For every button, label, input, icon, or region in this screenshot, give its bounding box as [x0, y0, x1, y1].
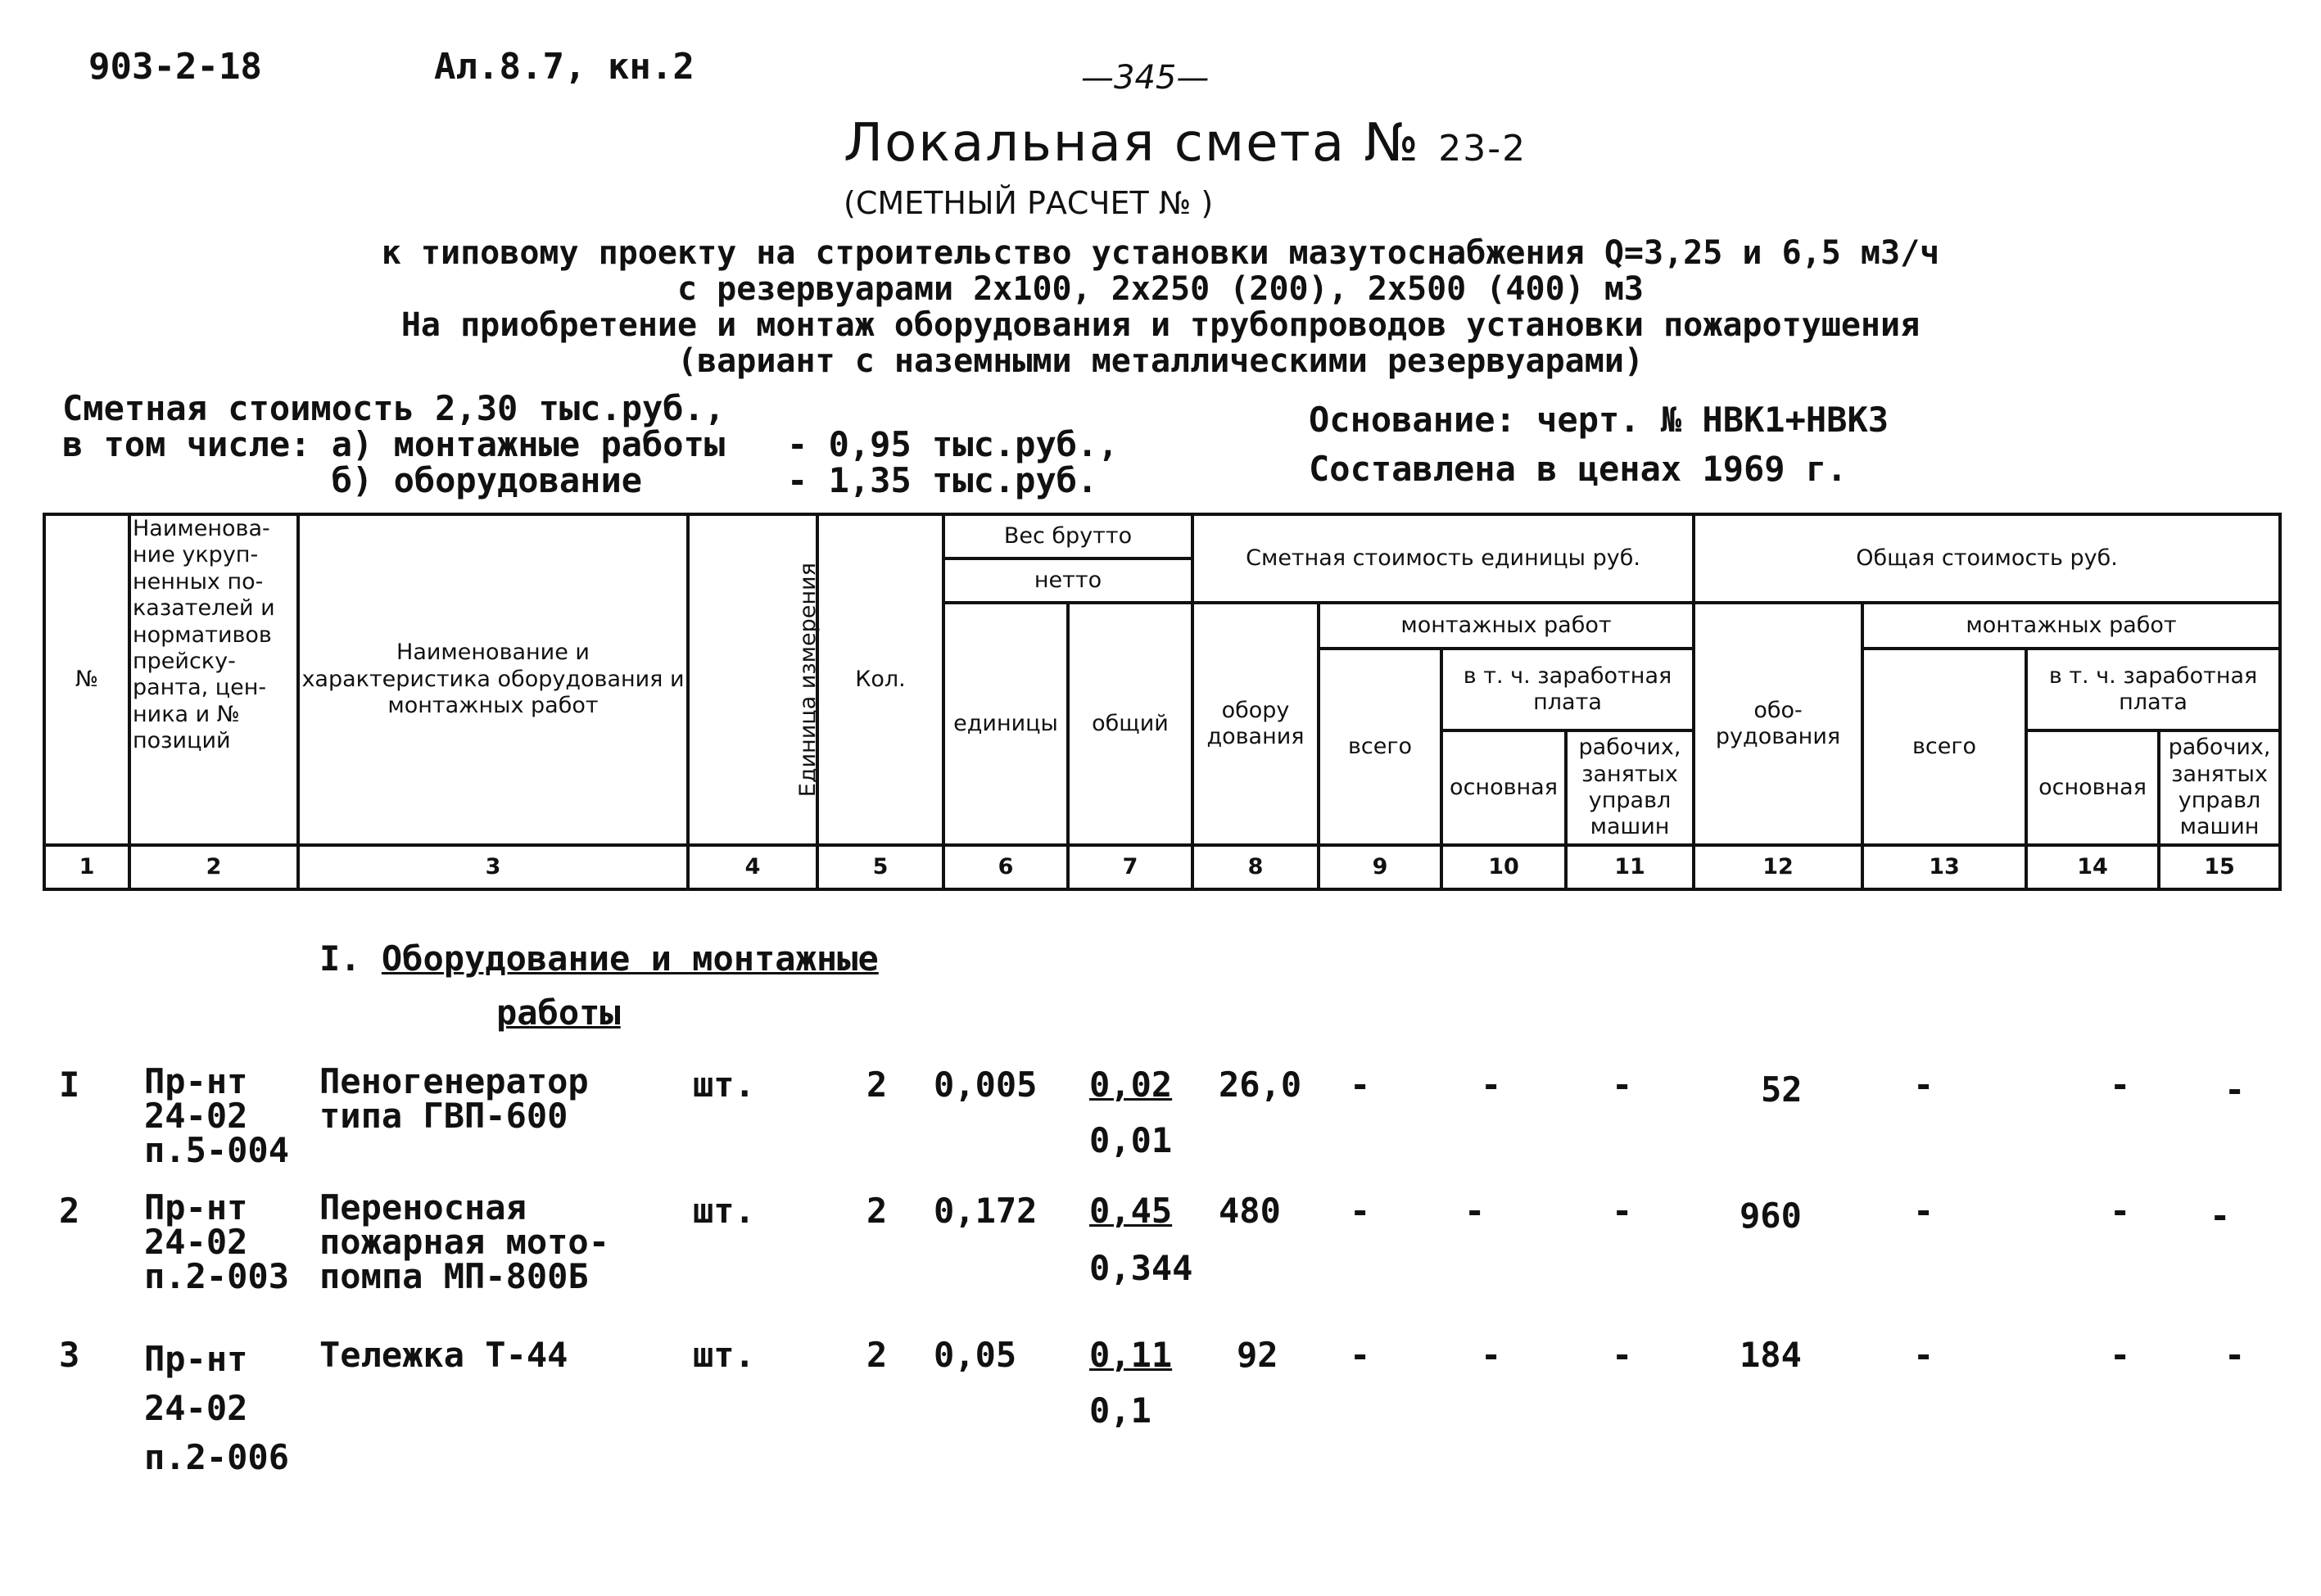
- row-qty: 2: [866, 1065, 888, 1105]
- row-c15: -: [2224, 1335, 2246, 1375]
- col-number: 10: [1441, 845, 1566, 889]
- row-no: I: [59, 1065, 80, 1105]
- col-12-header: обо-рудования: [1694, 603, 1862, 845]
- title-line-4: (вариант с наземными металлическими резервуарами): [676, 342, 1645, 380]
- row-total-equip: 52: [1761, 1069, 1803, 1110]
- row-c9: -: [1350, 1065, 1371, 1105]
- row-no: 3: [59, 1335, 80, 1375]
- name-line: Пеногенератор: [319, 1061, 589, 1101]
- section-number: I.: [319, 938, 361, 979]
- row-c11: -: [1612, 1191, 1633, 1231]
- wages2-header: в т. ч. заработная плата: [2026, 649, 2280, 730]
- weight-net-header: нетто: [943, 558, 1192, 603]
- col-11-header: рабочих, занятых управл машин: [1566, 730, 1694, 845]
- row-name: [319, 1187, 610, 1296]
- row-no: 2: [59, 1191, 80, 1231]
- row-qty: 2: [866, 1335, 888, 1375]
- estimate-table-header: [43, 513, 2282, 891]
- project-code: 903-2-18: [88, 46, 262, 88]
- row-c10: -: [1481, 1065, 1502, 1105]
- name-line: пожарная мото-: [319, 1222, 610, 1262]
- section-title-line1: Оборудование и монтажные: [381, 938, 879, 979]
- col-number: 13: [1862, 845, 2026, 889]
- row-c9: -: [1350, 1191, 1371, 1231]
- name-line: Переносная: [319, 1187, 527, 1228]
- col-3-header: Наименование и характеристика оборудования и монтажных работ: [298, 514, 688, 845]
- col-number: 5: [817, 845, 943, 889]
- col-6-header: единицы: [943, 603, 1068, 845]
- row-c14: -: [2110, 1335, 2131, 1375]
- ref-line: 24-02: [144, 1388, 248, 1428]
- col-14-header: основная: [2026, 730, 2159, 845]
- cost-mounting: в том числе: а) монтажные работы - 0,95 тыс.руб.,: [62, 424, 1119, 464]
- row-c10: -: [1481, 1335, 1502, 1375]
- row-c11: -: [1612, 1335, 1633, 1375]
- col-number: 12: [1694, 845, 1862, 889]
- col-13-header: всего: [1862, 649, 2026, 845]
- row-ref: [144, 1335, 289, 1482]
- ref-line: п.5-004: [144, 1130, 290, 1170]
- row-weight-total: 0,02: [1089, 1065, 1173, 1105]
- row-unit: шт.: [693, 1335, 755, 1375]
- row-weight-unit: 0,05: [934, 1335, 1017, 1375]
- row-c13: -: [1913, 1065, 1934, 1105]
- row-c15: -: [2224, 1069, 2246, 1110]
- name-line: типа ГВП-600: [319, 1096, 568, 1136]
- col-7-header: общий: [1068, 603, 1192, 845]
- row-equip-cost: 480: [1219, 1191, 1281, 1231]
- row-equip-cost: 92: [1237, 1335, 1278, 1375]
- row-c10: -: [1464, 1191, 1486, 1231]
- ref-line: 24-02: [144, 1222, 248, 1262]
- cost-equipment: б) оборудование - 1,35 тыс.руб.: [62, 460, 1098, 500]
- col-number: 15: [2159, 845, 2280, 889]
- col-2-header: Наименова-ние укруп-ненных по-казателей и нормативов прейску-ранта, цен-ника и № позиций: [129, 514, 298, 845]
- ref-line: Пр-нт: [144, 1339, 248, 1379]
- ref-line: Пр-нт: [144, 1061, 248, 1101]
- col-5-header: Кол.: [817, 514, 943, 845]
- page-number: —345—: [1081, 59, 1210, 97]
- ref-line: 24-02: [144, 1096, 248, 1136]
- mount-header: монтажных работ: [1319, 603, 1694, 649]
- row-weight-net: 0,01: [1089, 1120, 1173, 1160]
- row-total-equip: 960: [1740, 1196, 1802, 1236]
- col-number: 11: [1566, 845, 1694, 889]
- title-main: Локальная смета №: [844, 113, 1420, 174]
- unit-cost-header: Сметная стоимость единицы руб.: [1192, 514, 1694, 603]
- title-line-1: к типовому проекту на строительство установки мазутоснабжения Q=3,25 и 6,5 м3/ч: [381, 234, 1940, 272]
- row-weight-unit: 0,172: [934, 1191, 1038, 1231]
- row-ref: [144, 1061, 290, 1170]
- col-15-header: рабочих, занятых управл машин: [2159, 730, 2280, 845]
- col-10-header: основная: [1441, 730, 1566, 845]
- estimate-number: 23-2: [1438, 128, 1527, 170]
- wages-header: в т. ч. заработная плата: [1441, 649, 1694, 730]
- col-4-header: [688, 514, 821, 845]
- row-weight-net: 0,1: [1089, 1390, 1151, 1431]
- row-name: [319, 1061, 589, 1136]
- name-line: Тележка Т-44: [319, 1335, 568, 1375]
- section-heading: [319, 938, 879, 979]
- col-number: 4: [688, 845, 817, 889]
- page-title: [844, 113, 1527, 174]
- row-weight-net: 0,344: [1089, 1248, 1193, 1288]
- col-number: 9: [1319, 845, 1441, 889]
- col-number: 14: [2026, 845, 2159, 889]
- section-title-line2: работы: [496, 992, 621, 1033]
- row-c15: -: [2210, 1196, 2231, 1236]
- title-line-2: с резервуарами 2х100, 2х250 (200), 2х500 (400) м3: [676, 270, 1645, 308]
- title-line-3: На приобретение и монтаж оборудования и трубопроводов установки пожаротушения: [400, 306, 1921, 344]
- col-8-header: обору дования: [1192, 603, 1319, 845]
- row-unit: шт.: [693, 1065, 755, 1105]
- row-c11: -: [1612, 1065, 1633, 1105]
- ref-line: Пр-нт: [144, 1187, 248, 1228]
- name-line: помпа МП-800Б: [319, 1256, 589, 1296]
- total-cost-header: Общая стоимость руб.: [1694, 514, 2280, 603]
- col-9-header: всего: [1319, 649, 1441, 845]
- row-c9: -: [1350, 1335, 1371, 1375]
- ref-line: п.2-006: [144, 1437, 290, 1477]
- weight-header: Вес брутто: [943, 514, 1192, 558]
- row-weight-total: 0,11: [1089, 1335, 1173, 1375]
- col-number: 2: [129, 845, 298, 889]
- col-no-header: №: [44, 514, 129, 845]
- basis-prices: Составлена в ценах 1969 г.: [1309, 449, 1848, 489]
- row-weight-unit: 0,005: [934, 1065, 1038, 1105]
- unit-label: Единица измерения: [794, 562, 821, 798]
- row-c13: -: [1913, 1335, 1934, 1375]
- row-weight-total: 0,45: [1089, 1191, 1173, 1231]
- col-number: 7: [1068, 845, 1192, 889]
- row-equip-cost: 26,0: [1219, 1065, 1302, 1105]
- row-qty: 2: [866, 1191, 888, 1231]
- row-c14: -: [2110, 1191, 2131, 1231]
- calc-subtitle: (СМЕТНЫЙ РАСЧЕТ № ): [844, 185, 1214, 221]
- row-c14: -: [2110, 1065, 2131, 1105]
- mount2-header: монтажных работ: [1862, 603, 2280, 649]
- row-ref: [144, 1187, 290, 1296]
- row-name: [319, 1335, 568, 1375]
- col-number: 8: [1192, 845, 1319, 889]
- col-number: 6: [943, 845, 1068, 889]
- row-total-equip: 184: [1740, 1335, 1802, 1375]
- row-c13: -: [1913, 1191, 1934, 1231]
- col-number: 3: [298, 845, 688, 889]
- total-cost: Сметная стоимость 2,30 тыс.руб.,: [62, 388, 726, 428]
- row-unit: шт.: [693, 1191, 755, 1231]
- col-number: 1: [44, 845, 129, 889]
- album-ref: Ал.8.7, кн.2: [434, 46, 694, 88]
- ref-line: п.2-003: [144, 1256, 290, 1296]
- basis-drawing: Основание: черт. № НВК1+НВК3: [1309, 400, 1889, 440]
